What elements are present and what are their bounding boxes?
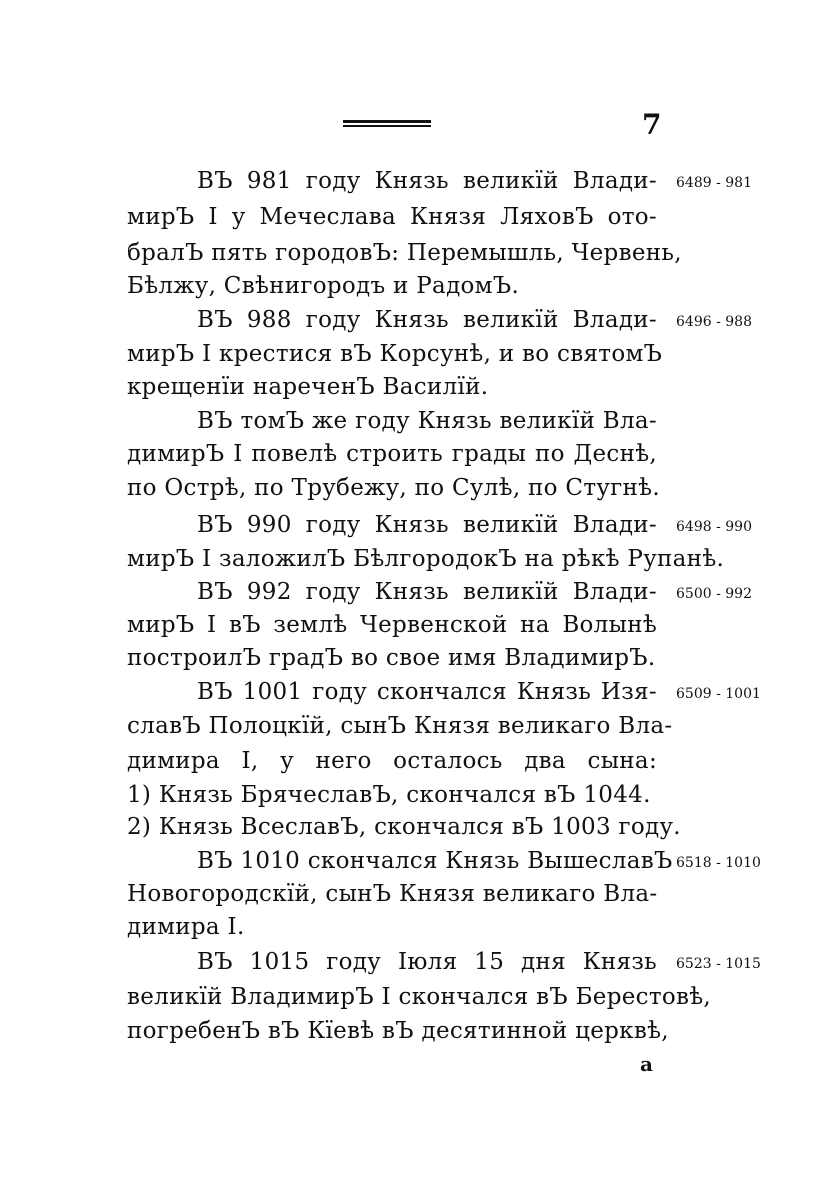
text-line: построилЪ градЪ во свое имя ВладимирЪ. [127, 645, 656, 671]
text-line: погребенЪ вЪ Кїевѣ вЪ десятинной церквѣ, [127, 1018, 669, 1044]
header-ornament [343, 120, 431, 127]
margin-year-note: 6489 - 981 [676, 175, 752, 191]
text-line: ВЪ 981 году Князь великїй Влади- [197, 168, 657, 194]
text-line: ВЪ 1001 году скончался Князь Изя- [197, 679, 657, 705]
margin-year-note: 6496 - 988 [676, 314, 752, 330]
text-line: 2) Князь ВсеславЪ, скончался вЪ 1003 году. [127, 814, 681, 840]
margin-year-note: 6500 - 992 [676, 586, 752, 602]
margin-year-note: 6523 - 1015 [676, 956, 761, 972]
text-line: димирЪ I повелѣ строить грады по Деснѣ, [127, 441, 657, 467]
text-line: мирЪ I заложилЪ БѣлгородокЪ на рѣкѣ Рупанѣ. [127, 546, 725, 572]
catchword: а [640, 1052, 653, 1076]
text-line: мирЪ I крестися вЪ Корсунѣ, и во святомЪ [127, 341, 663, 367]
text-line: Бѣлжу, Свѣнигородъ и РадомЪ. [127, 273, 520, 299]
text-line: славЪ Полоцкїй, сынЪ Князя великаго Вла- [127, 713, 673, 739]
text-line: бралЪ пять городовЪ: Перемышль, Червень, [127, 240, 682, 266]
text-line: ВЪ 990 году Князь великїй Влади- [197, 512, 657, 538]
text-line: 1) Князь БрячеславЪ, скончался вЪ 1044. [127, 782, 651, 808]
text-line: по Острѣ, по Трубежу, по Сулѣ, по Стугнѣ. [127, 475, 660, 501]
text-line: ВЪ 1015 году Iюля 15 дня Князь [197, 949, 657, 975]
text-line: крещенїи нареченЪ Василїй. [127, 374, 489, 400]
page-number: 7 [642, 108, 662, 141]
margin-year-note: 6509 - 1001 [676, 686, 761, 702]
margin-year-note: 6518 - 1010 [676, 855, 761, 871]
margin-year-note: 6498 - 990 [676, 519, 752, 535]
text-line: Новогородскїй, сынЪ Князя великаго Вла- [127, 881, 658, 907]
text-line: димира I, у него осталось два сына: [127, 748, 657, 774]
text-line: великїй ВладимирЪ I скончался вЪ Берестовѣ, [127, 984, 712, 1010]
text-line: ВЪ 1010 скончался Князь ВышеславЪ [197, 848, 673, 874]
text-line: ВЪ 988 году Князь великїй Влади- [197, 307, 657, 333]
text-line: ВЪ 992 году Князь великїй Влади- [197, 579, 657, 605]
text-line: димира I. [127, 914, 245, 940]
text-line: мирЪ I у Мечеслава Князя ЛяховЪ ото- [127, 204, 657, 230]
text-line: ВЪ томЪ же году Князь великїй Вла- [197, 408, 657, 434]
text-line: мирЪ I вЪ землѣ Червенской на Волынѣ [127, 612, 657, 638]
